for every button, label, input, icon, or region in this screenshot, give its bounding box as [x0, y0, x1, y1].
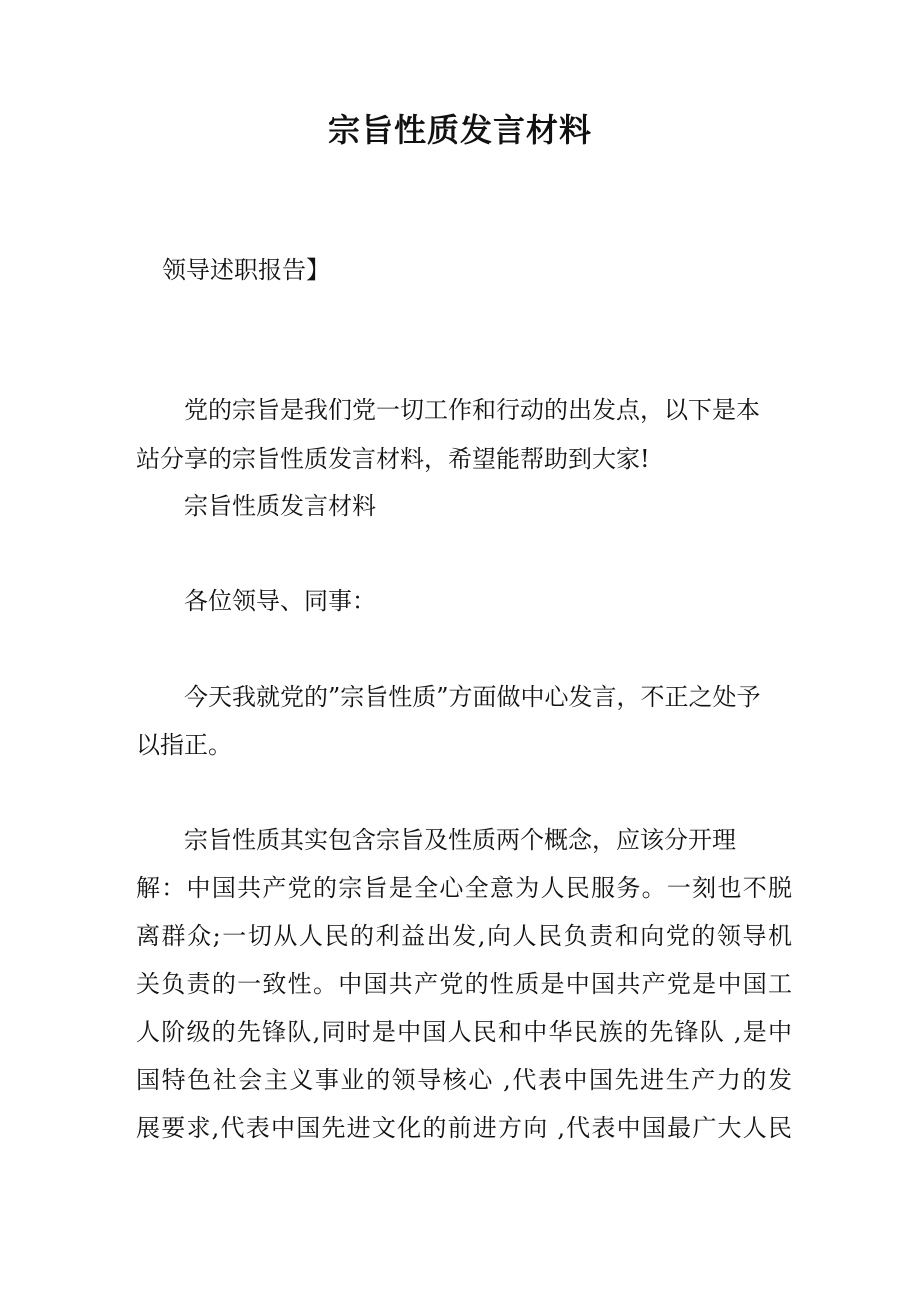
body-line-3: 离群众;一切从人民的利益出发,向人民负责和向党的领导机 [136, 922, 792, 950]
body-line-7: 展要求,代表中国先进文化的前进方向 ,代表中国最广大人民 [136, 1114, 792, 1142]
subheading: 领导述职报告】 [162, 256, 330, 284]
body-line-6: 国特色社会主义事业的领导核心 ,代表中国先进生产力的发 [136, 1066, 792, 1094]
body-line-2: 解：中国共产党的宗旨是全心全意为人民服务。一刻也不脱 [136, 874, 792, 902]
opening-line-1: 今天我就党的”宗旨性质”方面做中心发言，不正之处予 [184, 683, 761, 711]
document-title: 宗旨性质发言材料 [327, 111, 592, 149]
body-line-4: 关负责的一致性。中国共产党的性质是中国共产党是中国工 [136, 970, 792, 998]
body-line-1: 宗旨性质其实包含宗旨及性质两个概念，应该分开理 [184, 826, 736, 854]
doc-title-line: 宗旨性质发言材料 [184, 492, 376, 520]
opening-line-2: 以指正。 [136, 731, 232, 759]
body-line-5: 人阶级的先锋队,同时是中国人民和中华民族的先锋队 ,是中 [136, 1018, 792, 1046]
salutation: 各位领导、同事： [184, 587, 376, 615]
intro-line-1: 党的宗旨是我们党一切工作和行动的出发点，以下是本 [184, 396, 760, 424]
intro-line-2: 站分享的宗旨性质发言材料，希望能帮助到大家! [136, 445, 650, 473]
